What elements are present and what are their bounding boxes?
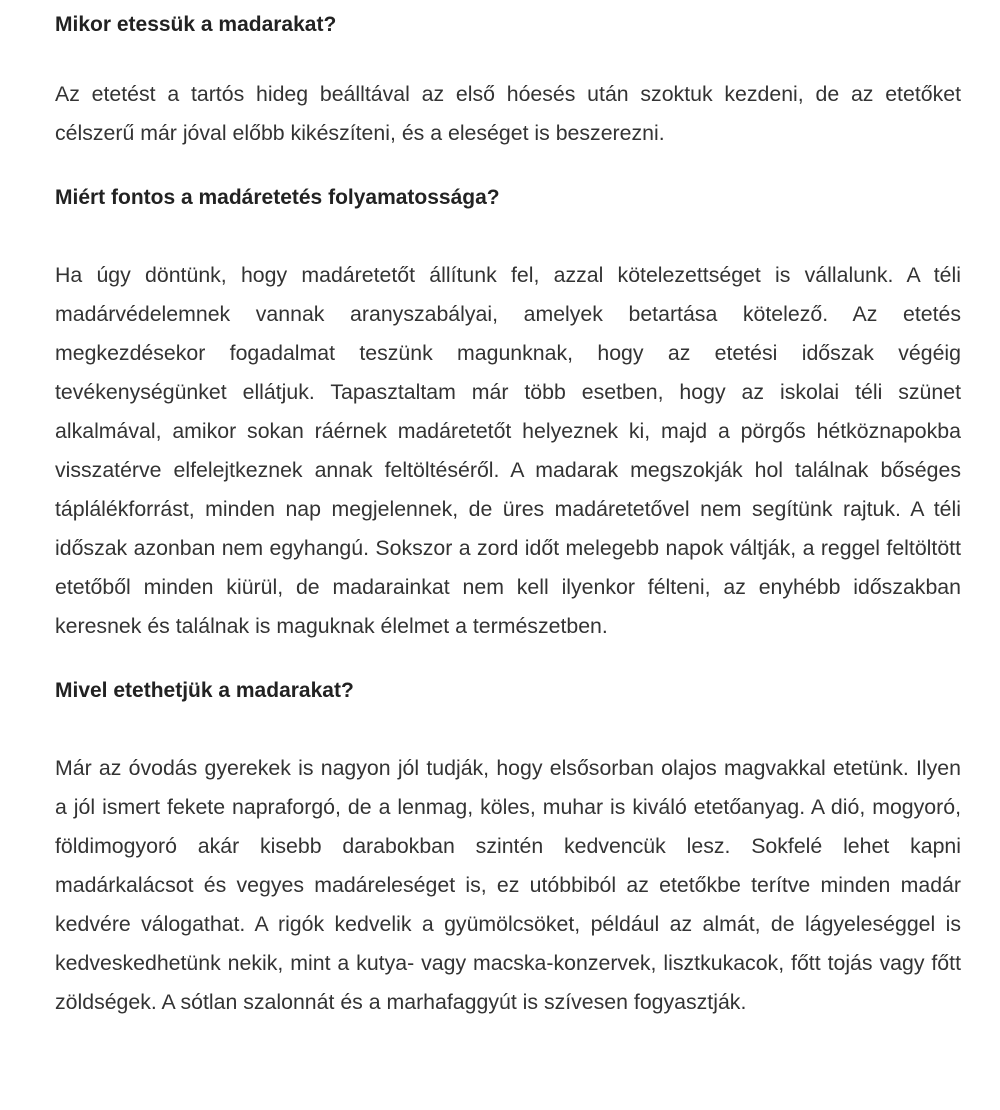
article-body	[55, 0, 961, 1022]
section-heading-why: Miért fontos a madáretetés folyamatossága?	[55, 186, 500, 209]
section-text-when: Az etetést a tartós hideg beálltával az első hóesés után szoktuk kezdeni, de az etetőket célszerű már jóval előbb kikészíteni, és a eleséget is beszerezni.	[55, 82, 961, 145]
section-text-what: Már az óvodás gyerekek is nagyon jól tudják, hogy elsősorban olajos magvakkal etetünk. Ilyen a jól ismert fekete napraforgó, de a lenmag, köles, muhar is kiváló etetőanyag. A dió, mogyoró, földimogyoró akár kisebb darabokban szintén kedvencük lesz. Sokfelé lehet kapni madárkalácsot és vegyes madáreleséget is, ez utóbbiból az etetőkbe terítve minden madár kedvére válogathat. A rigók kedvelik a gyümölcsöket, például az almát, de lágyeleséggel is kedveskedhetünk nekik, mint a kutya- vagy macska-konzervek, lisztkukacok, főtt tojás vagy főtt zöldségek. A sótlan szalonnát és a marhafaggyút is szívesen fogyasztják.	[55, 756, 961, 1014]
section-heading-when: Mikor etessük a madarakat?	[55, 13, 337, 36]
section-text-why: Ha úgy döntünk, hogy madáretetőt állítunk fel, azzal kötelezettséget is vállalunk. A téli madárvédelemnek vannak aranyszabályai, amelyek betartása kötelező. Az etetés megkezdésekor fogadalmat teszünk magunknak, hogy az etetési időszak végéig tevékenységünket ellátjuk. Tapasztaltam már több esetben, hogy az iskolai téli szünet alkalmával, amikor sokan ráérnek madáretetőt helyeznek ki, majd a pörgős hétköznapokba visszatérve elfelejtkeznek annak feltöltéséről. A madarak megszokják hol találnak bőséges táplálékforrást, minden nap megjelennek, de üres madáretetővel nem segítünk rajtuk. A téli időszak azonban nem egyhangú. Sokszor a zord időt melegebb napok váltják, a reggel feltöltött etetőből minden kiürül, de madarainkat nem kell ilyenkor félteni, az enyhébb időszakban keresnek és találnak is maguknak élelmet a természetben.	[55, 263, 961, 638]
section-heading-what: Mivel etethetjük a madarakat?	[55, 679, 354, 702]
